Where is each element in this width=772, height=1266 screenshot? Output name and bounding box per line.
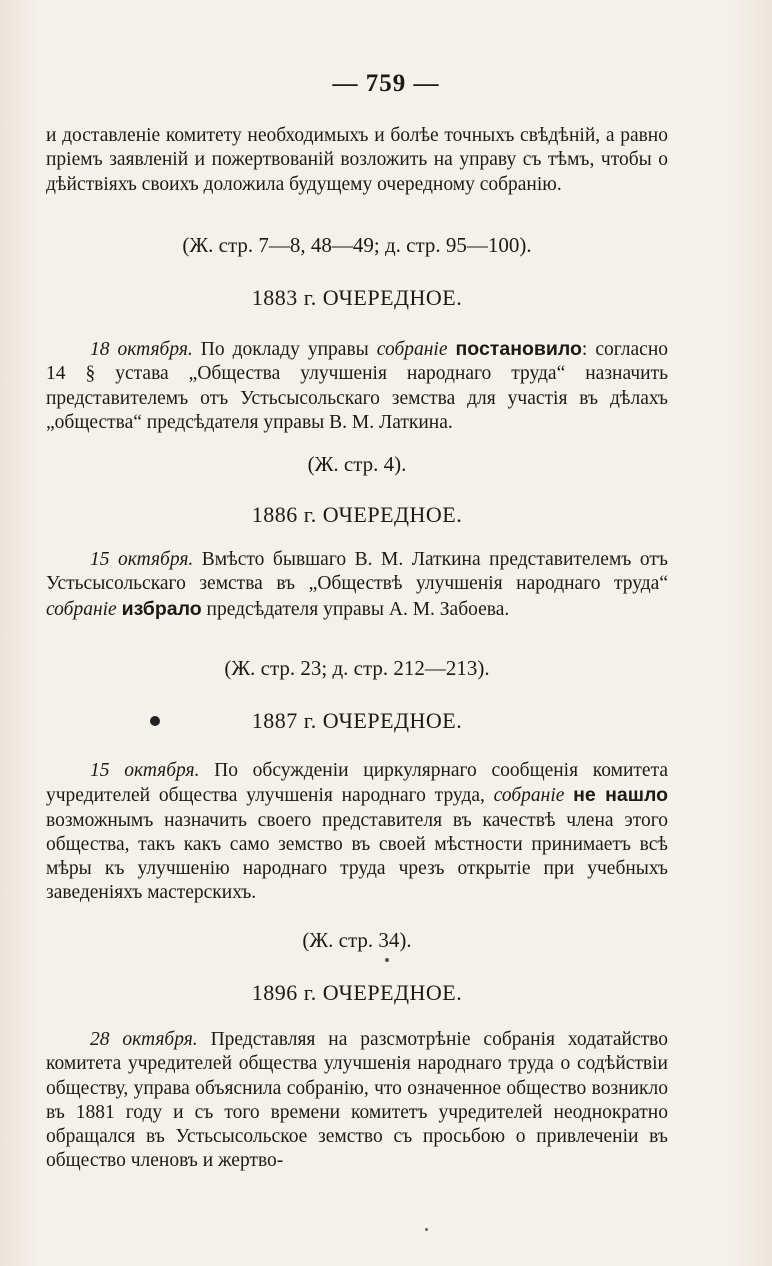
section-heading-1887: 1887 г. ОЧЕРЕДНОЕ. xyxy=(251,708,463,733)
date-1883: 18 октября. xyxy=(90,339,193,360)
resolution-1896 xyxy=(46,1028,668,1174)
verb-1887: не нашло xyxy=(573,784,668,807)
reference-journal: (Ж. стр. 7—8, 48—49; д. стр. 95—100). xyxy=(182,233,532,257)
subject-1886: собраніе xyxy=(46,598,117,620)
text-1886-c: предсѣдателя управы А. М. Забоева. xyxy=(201,598,510,620)
subject-1887: собраніе xyxy=(493,785,565,807)
text-1883-c: : согласно 14 § устава „Общества улучшенія народнаго труда“ назначить представителемъ отъ Устьсысольскаго земства для участія въ дѣлахъ „общества“ предсѣдателя управы В. М. Латкина. xyxy=(46,339,668,433)
print-speck-2 xyxy=(425,1228,428,1231)
section-heading-1883: 1883 г. ОЧЕРЕДНОЕ. xyxy=(251,285,463,310)
text-1887-b xyxy=(564,785,573,806)
resolution-1886 xyxy=(46,548,668,622)
section-heading-1896: 1896 г. ОЧЕРЕДНОЕ. xyxy=(251,980,463,1005)
section-heading-1886: 1886 г. ОЧЕРЕДНОЕ. xyxy=(251,502,463,527)
text-1886-a: Вмѣсто бывшаго В. М. Латкина представителемъ отъ Устьсысольскаго земства въ „Обществѣ улучшенія народнаго труда“ xyxy=(46,549,668,595)
date-1896: 28 октября. xyxy=(90,1029,198,1050)
text-1887-a: По обсужденіи циркулярнаго сообщенія комитета учредителей общества улучшенія народнаго труда, xyxy=(46,760,669,807)
text-1887-c: возможнымъ назначить своего представителя въ качествѣ члена этого общества, такъ какъ само земство въ своей мѣстности принимаетъ всѣ мѣры къ улучшенію народнаго труда чрезъ открытіе при учебныхъ заведеніяхъ мастерскихъ. xyxy=(46,809,668,904)
page-number: — 759 — xyxy=(332,70,440,97)
subject-1883: собраніе xyxy=(376,339,448,360)
verb-1883: постановило xyxy=(455,338,582,360)
text-1883-b xyxy=(448,339,456,360)
print-speck xyxy=(385,958,389,962)
date-1887: 15 октября. xyxy=(90,760,200,781)
reference-1883: (Ж. стр. 4). xyxy=(307,452,407,476)
date-1886: 15 октября. xyxy=(90,549,194,570)
text-1883-a: По докладу управы xyxy=(192,339,377,360)
paragraph-continuation: и доставленіе комитету необходимыхъ и болѣе точныхъ свѣдѣній, а равно пріемъ заявленій и пожертвованій возложить на управу съ тѣмъ, чтобы о дѣйствіяхъ своихъ доложила будущему очередному собранію. xyxy=(46,125,668,195)
text-1896-a: Представляя на разсмотрѣніе собранія ходатайство комитета учредителей общества улучшенія народнаго труда о содѣйствіи обществу, управа объяснила собранію, что означенное общество возникло въ 1881 году и съ того времени комитетъ учредителей неоднократно обращался въ Устьсысольское земство съ просьбою о привлеченіи въ общество членовъ и жертво- xyxy=(46,1029,668,1172)
verb-1886: избрало xyxy=(121,597,202,620)
resolution-1887 xyxy=(46,759,668,906)
reference-1887: (Ж. стр. 34). xyxy=(302,928,412,952)
resolution-1883 xyxy=(46,337,668,435)
reference-1886: (Ж. стр. 23; д. стр. 212—213). xyxy=(224,656,490,680)
